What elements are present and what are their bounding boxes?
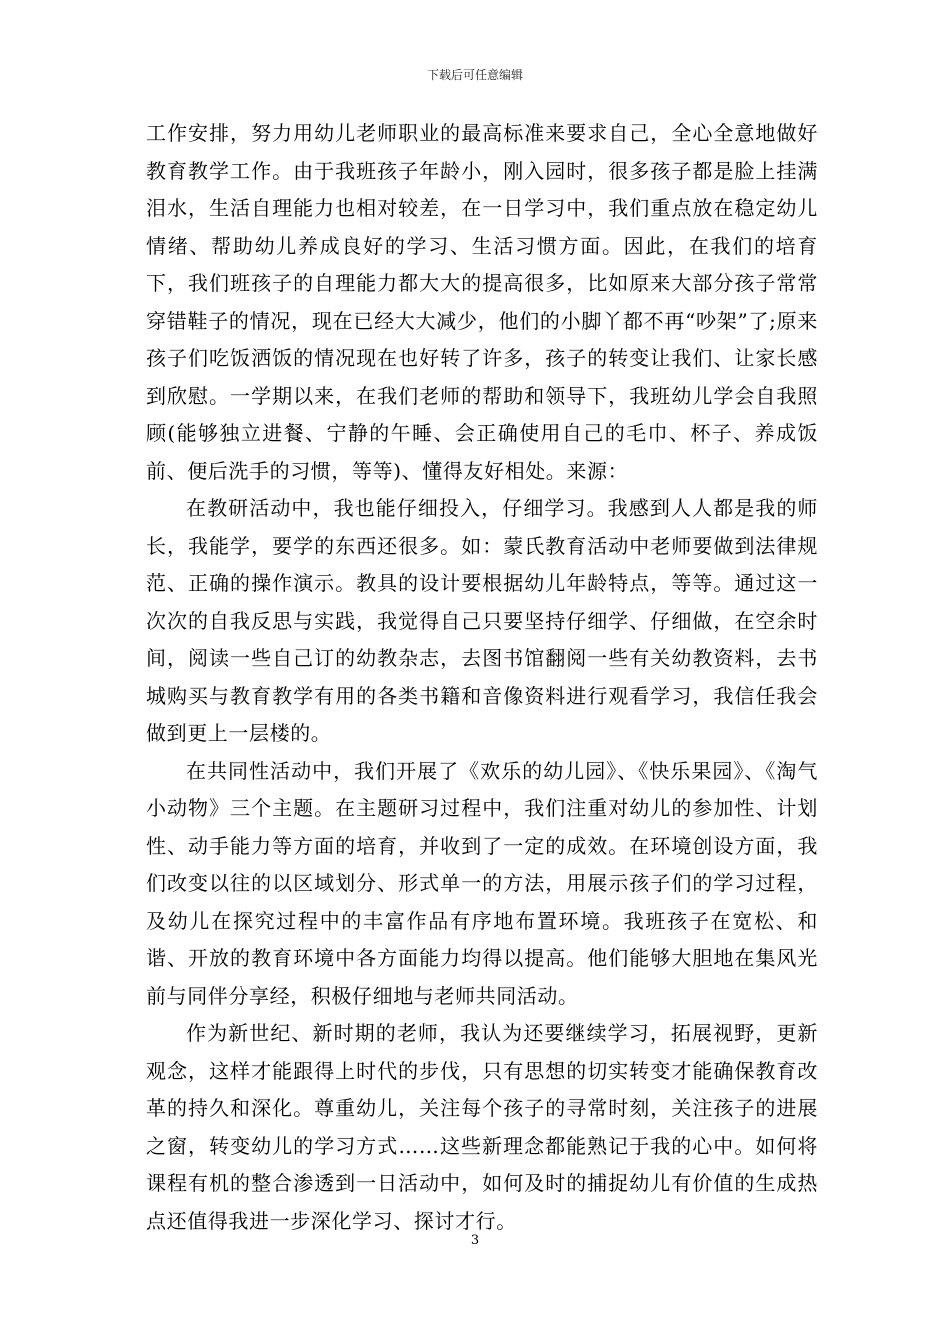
page-header: 下载后可任意编辑 [426,68,523,82]
paragraph-3: 在共同性活动中，我们开展了《欢乐的幼儿园》、《快乐果园》、《淘气小动物》三个主题。在主题研习过程中，我们注重对幼儿的参加性、计划性、动手能力等方面的培育，并收到了一定的成效。在环境创设方面，我们改变以往的以区域划分、形式单一的方法，用展示孩子们的学习过程，及幼儿在探究过程中的丰富作品有序地布置环境。我班孩子在宽松、和谐、开放的教育环境中各方面能力均得以提高。他们能够大胆地在集风光前与同伴分享经，积极仔细地与老师共同活动。 [146,758,818,1008]
paragraph-4: 作为新世纪、新时期的老师，我认为还要继续学习，拓展视野，更新观念，这样才能跟得上时代的步伐，只有思想的切实转变才能确保教育改革的持久和深化。尊重幼儿，关注每个孩子的寻常时刻，关注孩子的进展之窗，转变幼儿的学习方式……这些新理念都能熟记于我的心中。如何将课程有机的整合渗透到一日活动中，如何及时的捕捉幼儿有价值的生成热点还值得我进一步深化学习、探讨才行。 [146,1021,818,1233]
paragraph-1: 工作安排，努力用幼儿老师职业的最高标准来要求自己，全心全意地做好教育教学工作。由于我班孩子年龄小，刚入园时，很多孩子都是脸上挂满泪水，生活自理能力也相对较差，在一日学习中，我们重点放在稳定幼儿情绪、帮助幼儿养成良好的学习、生活习惯方面。因此，在我们的培育下，我们班孩子的自理能力都大大的提高很多，比如原来大部分孩子常常穿错鞋子的情况，现在已经大大减少，他们的小脚丫都不再“吵架”了;原来孩子们吃饭洒饭的情况现在也好转了许多，孩子的转变让我们、让家长感到欣慰。一学期以来，在我们老师的帮助和领导下，我班幼儿学会自我照顾(能够独立进餐、宁静的午睡、会正确使用自己的毛巾、杯子、养成饭前、便后洗手的习惯，等等)、懂得友好相处。来源： [146,121,818,483]
page-number: 3 [470,1233,480,1248]
paragraph-2: 在教研活动中，我也能仔细投入，仔细学习。我感到人人都是我的师长，我能学，要学的东西还很多。如：蒙氏教育活动中老师要做到法律规范、正确的操作演示。教具的设计要根据幼儿年龄特点，等等。通过这一次次的自我反思与实践，我觉得自己只要坚持仔细学、仔细做，在空余时间，阅读一些自己订的幼教杂志，去图书馆翻阅一些有关幼教资料，去书城购买与教育教学有用的各类书籍和音像资料进行观看学习，我信任我会做到更上一层楼的。 [146,496,818,745]
document-body [146,115,818,1240]
